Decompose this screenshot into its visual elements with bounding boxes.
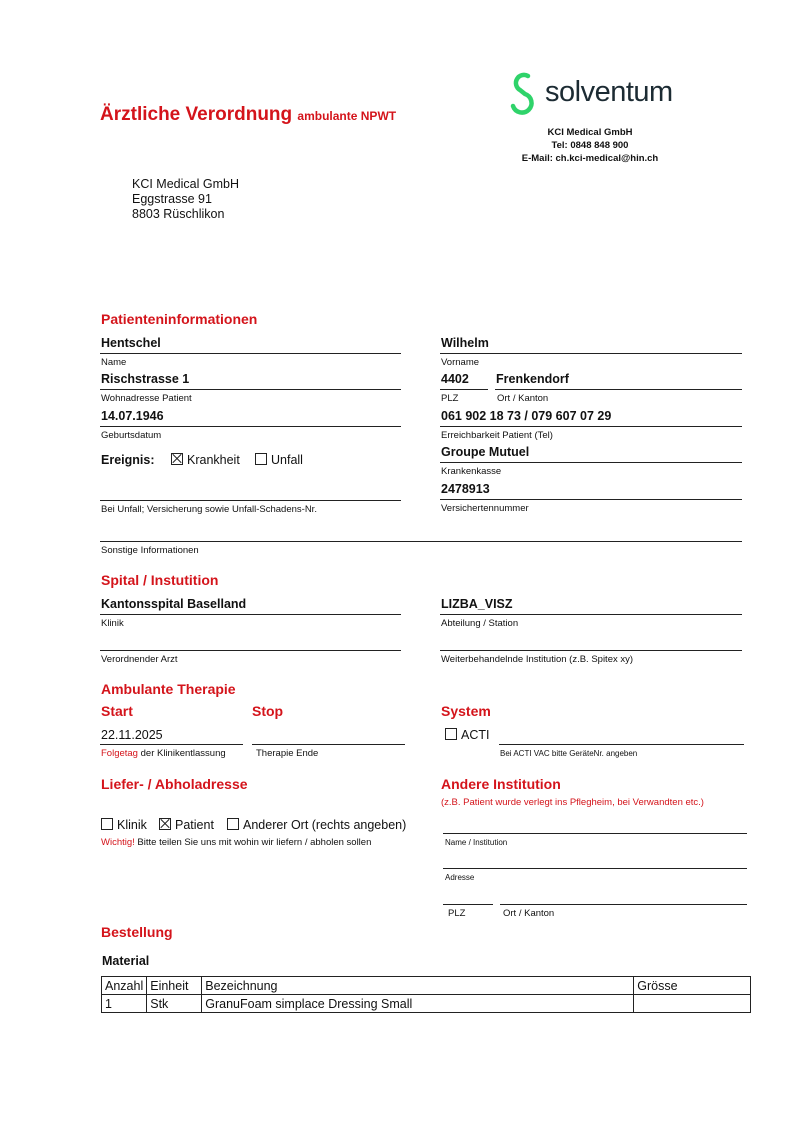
patient-plz-label: PLZ (441, 393, 459, 404)
section-patient-title: Patienteninformationen (101, 311, 258, 327)
section-therapy-title: Ambulante Therapie (101, 681, 236, 697)
other-institution-address-label: Adresse (445, 873, 475, 882)
insurance-value[interactable]: Groupe Mutuel (441, 445, 530, 459)
accident-checkbox[interactable] (255, 453, 267, 465)
table-cell[interactable] (634, 995, 751, 1013)
column-header: Einheit (147, 977, 202, 995)
system-option-acti[interactable] (445, 728, 489, 742)
patient-vorname-label: Vorname (441, 357, 480, 368)
delivery-option-other[interactable] (227, 818, 406, 832)
system-note: Bei ACTI VAC bitte GeräteNr. angeben (500, 749, 638, 758)
other-info-label: Sonstige Informationen (101, 545, 199, 556)
followup-institution-label: Weiterbehandelnde Institution (z.B. Spitex xy) (441, 654, 634, 665)
department-value[interactable]: LIZBA_VISZ (441, 597, 513, 611)
patient-ort-label: Ort / Kanton (497, 393, 549, 404)
solventum-logo-icon (508, 70, 542, 118)
insurance-label: Krankenkasse (441, 466, 502, 477)
start-title: Start (101, 703, 133, 719)
start-label-rest: der Klinikentlassung (137, 748, 226, 759)
company-tel: Tel: 0848 848 900 (551, 140, 629, 151)
other-institution-plz-label: PLZ (448, 908, 466, 919)
patient-birthdate-label: Geburtsdatum (101, 430, 162, 441)
table-cell[interactable]: GranuFoam simplace Dressing Small (202, 995, 634, 1013)
acti-checkbox[interactable] (445, 728, 457, 740)
event-option-accident[interactable] (255, 453, 303, 467)
column-header: Anzahl (102, 977, 147, 995)
patient-name-label: Name (101, 357, 127, 368)
event-label: Ereignis: (101, 453, 155, 467)
company-logo (508, 70, 542, 123)
event-option-illness[interactable] (171, 453, 240, 467)
stop-label: Therapie Ende (256, 748, 319, 759)
title-subtitle: ambulante NPWT (297, 109, 397, 123)
recipient-line-2: Eggstrasse 91 (132, 192, 212, 206)
table-cell[interactable]: Stk (147, 995, 202, 1013)
system-title: System (441, 703, 491, 719)
column-header: Bezeichnung (202, 977, 634, 995)
insurance-number-label: Versichertennummer (441, 503, 529, 514)
illness-checkbox-checked[interactable] (171, 453, 183, 465)
material-title: Material (102, 954, 150, 968)
patient-plz-value[interactable]: 4402 (441, 372, 469, 386)
start-label (101, 748, 226, 759)
delivery-warning-highlight: Wichtig! (101, 837, 135, 848)
clinic-value[interactable]: Kantonsspital Baselland (101, 597, 247, 611)
clinic-label: Klinik (101, 618, 124, 629)
logo-text: solventum (545, 76, 673, 108)
patient-phone-value[interactable]: 061 902 18 73 / 079 607 07 29 (441, 409, 612, 423)
table-row (102, 995, 751, 1013)
delivery-clinic-checkbox[interactable] (101, 818, 113, 830)
patient-name-value[interactable]: Hentschel (101, 336, 161, 350)
accident-insurance-label: Bei Unfall; Versicherung sowie Unfall-Schadens-Nr. (101, 504, 317, 515)
patient-address-value[interactable]: Rischstrasse 1 (101, 372, 190, 386)
section-other-institution-title: Andere Institution (441, 776, 561, 792)
patient-ort-value[interactable]: Frenkendorf (496, 372, 569, 386)
other-institution-name-label: Name / Institution (445, 838, 508, 847)
delivery-warning-rest: Bitte teilen Sie uns mit wohin wir liefern / abholen sollen (134, 837, 372, 848)
recipient-address (132, 177, 239, 222)
company-email: E-Mail: ch.kci-medical@hin.ch (521, 153, 659, 164)
delivery-patient-checkbox-checked[interactable] (159, 818, 171, 830)
patient-address-label: Wohnadresse Patient (101, 393, 192, 404)
recipient-line-1: KCI Medical GmbH (132, 177, 239, 191)
other-institution-note: (z.B. Patient wurde verlegt ins Pflegheim, bei Verwandten etc.) (441, 797, 704, 808)
stop-title: Stop (252, 703, 284, 719)
section-order-title: Bestellung (101, 924, 173, 940)
patient-phone-label: Erreichbarkeit Patient (Tel) (441, 430, 553, 441)
delivery-other-label: Anderer Ort (rechts angeben) (243, 818, 407, 832)
delivery-other-checkbox[interactable] (227, 818, 239, 830)
table-cell[interactable]: 1 (102, 995, 147, 1013)
start-date-value[interactable]: 22.11.2025 (101, 728, 163, 742)
recipient-line-3: 8803 Rüschlikon (132, 207, 225, 221)
other-institution-ort-label: Ort / Kanton (503, 908, 555, 919)
table-header-row (102, 977, 751, 995)
department-label: Abteilung / Station (441, 618, 519, 629)
delivery-warning (101, 837, 371, 848)
section-delivery-title: Liefer- / Abholadresse (101, 776, 248, 792)
form-title (100, 104, 396, 126)
doctor-label: Verordnender Arzt (101, 654, 178, 665)
insurance-number-value[interactable]: 2478913 (441, 482, 490, 496)
title-main: Ärztliche Verordnung (100, 104, 293, 125)
illness-label: Krankheit (187, 453, 240, 467)
patient-vorname-value[interactable]: Wilhelm (441, 336, 489, 350)
material-table (101, 976, 751, 1013)
company-name: KCI Medical GmbH (547, 127, 633, 138)
section-hospital-title: Spital / Instutition (101, 572, 219, 588)
start-label-highlight: Folgetag (101, 748, 138, 759)
delivery-option-clinic[interactable] (101, 818, 147, 832)
accident-label: Unfall (271, 453, 303, 467)
delivery-patient-label: Patient (175, 818, 214, 832)
delivery-clinic-label: Klinik (117, 818, 147, 832)
acti-label: ACTI (461, 728, 490, 742)
column-header: Grösse (634, 977, 751, 995)
delivery-option-patient[interactable] (159, 818, 214, 832)
patient-birthdate-value[interactable]: 14.07.1946 (101, 409, 164, 423)
